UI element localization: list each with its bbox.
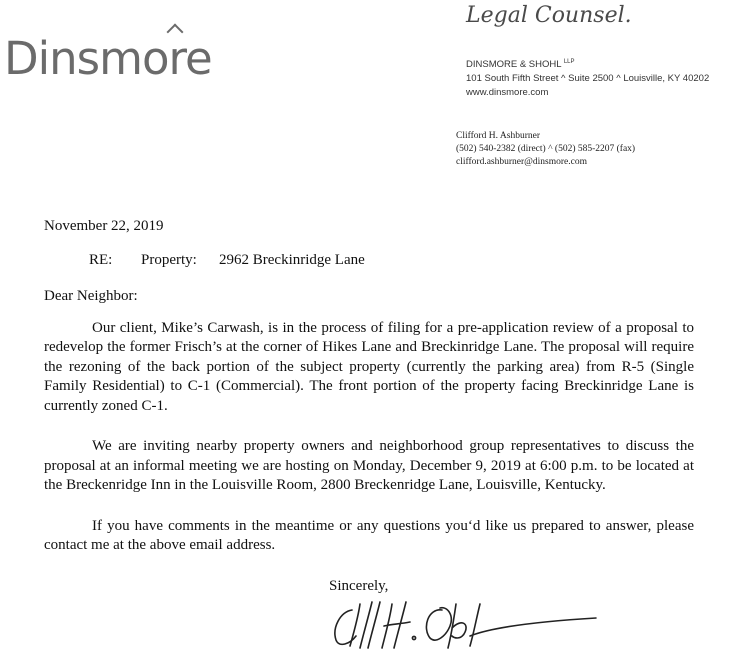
property-value: 2962 Breckinridge Lane [219,251,365,268]
re-label: RE: [89,251,113,268]
property-label: Property: [141,251,197,268]
sender-name: Clifford H. Ashburner [456,131,540,141]
logo-text: Dinsmore [4,32,212,85]
re-line [89,251,694,271]
firm-suffix: LLP [563,59,575,65]
paragraph-intro: Our client, Mike’s Carwash, is in the process of filing for a pre-application review of a proposal to redevelop the former Frisch’s at the corner of Hikes Lane and Breckinridge Lane. The proposal will require the rezoning of the back portion of the subject property (currently the parking area) from R-5 (Single Family Residential) to C-1 (Commercial). The front portion of the property facing Breckinridge Lane is currently zoned C-1. [44,319,694,414]
closing: Sincerely, [329,578,389,594]
letter-body [44,217,694,556]
firm-website[interactable]: www.dinsmore.com [466,87,549,99]
paragraph-meeting: We are inviting nearby property owners and neighborhood group representatives to discuss the proposal at an informal meeting we are hosting on Monday, December 9, 2019 at 6:00 p.m. to be located at the Breckenridge Inn in the Louisville Room, 2800 Breckenridge Lane, Louisville, Kentucky. [44,438,694,493]
paragraph-contact: If you have comments in the meantime or any questions you‘d like us prepared to answer, please contact me at the above email address. [44,517,694,553]
tagline: Legal Counsel. [466,3,632,28]
sender-contact [456,130,635,169]
salutation: Dear Neighbor: [44,288,138,304]
letter-date: November 22, 2019 [44,218,164,234]
handwritten-signature [330,598,600,650]
firm-logo [4,32,212,85]
sender-email[interactable]: clifford.ashburner@dinsmore.com [456,157,587,167]
sender-phones: (502) 540-2382 (direct) ^ (502) 585-2207 (fax) [456,144,636,154]
firm-name: DINSMORE & SHOHL [466,59,562,71]
firm-address: 101 South Fifth Street ^ Suite 2500 ^ Louisville, KY 40202 [466,73,710,85]
firm-name-line [466,55,709,72]
firm-info [466,55,709,100]
